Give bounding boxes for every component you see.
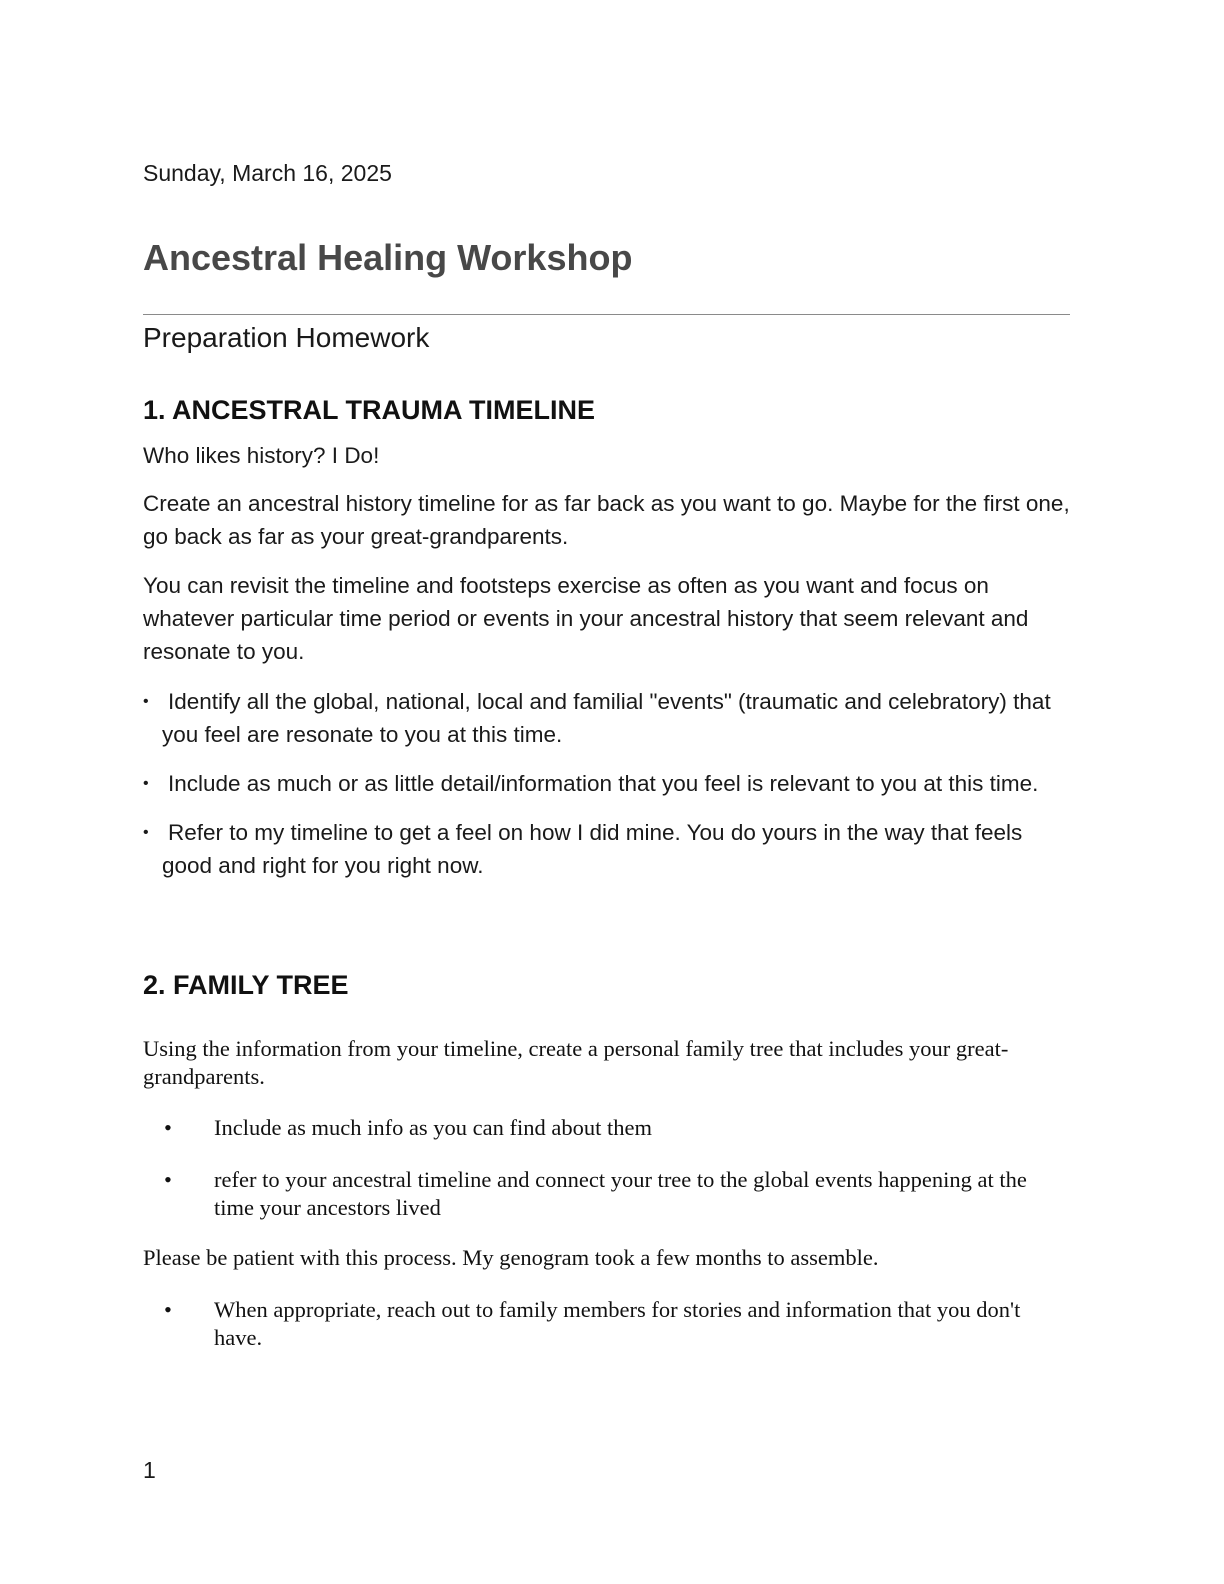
- list-item: [143, 1296, 1068, 1352]
- list-item: [143, 816, 1073, 882]
- list-item: [143, 1114, 1068, 1142]
- section1-paragraph: Create an ancestral history timeline for as far back as you want to go. Maybe for the first one, go back as far as your great-grandparents.: [143, 491, 1070, 549]
- list-item-text: Include as much info as you can find about them: [214, 1115, 653, 1140]
- section1-paragraph: You can revisit the timeline and footsteps exercise as often as you want and focus on whatever particular time period or events in your ancestral history that seem relevant and resonate to you.: [143, 573, 1029, 664]
- section2-bullet-list: [143, 1296, 1068, 1352]
- bullet-icon: •: [164, 1297, 172, 1322]
- bullet-icon: •: [143, 775, 149, 792]
- list-item-text: Refer to my timeline to get a feel on how I did mine. You do yours in the way that feels good and right for you right now.: [162, 820, 1023, 878]
- section2-heading: 2. FAMILY TREE: [143, 970, 349, 1000]
- section2-intro: Using the information from your timeline, create a personal family tree that includes your great-grandparents.: [143, 1036, 1009, 1089]
- section1-paragraph: Who likes history? I Do!: [143, 443, 380, 468]
- title-divider: [143, 314, 1070, 315]
- section2-bullet-list: [143, 1166, 1068, 1222]
- section1-heading: 1. ANCESTRAL TRAUMA TIMELINE: [143, 395, 595, 425]
- list-item-text: When appropriate, reach out to family members for stories and information that you don't have.: [214, 1297, 1021, 1350]
- document-date: Sunday, March 16, 2025: [143, 160, 392, 186]
- bullet-icon: •: [164, 1115, 172, 1140]
- document-title: Ancestral Healing Workshop: [143, 237, 633, 278]
- list-item: [143, 1166, 1068, 1222]
- list-item-text: refer to your ancestral timeline and connect your tree to the global events happening at the time your ancestors lived: [214, 1167, 1027, 1220]
- section2-patience-note: Please be patient with this process. My genogram took a few months to assemble.: [143, 1245, 879, 1270]
- document-subtitle: Preparation Homework: [143, 322, 430, 353]
- bullet-icon: •: [143, 693, 149, 710]
- bullet-icon: •: [143, 824, 149, 841]
- bullet-icon: •: [164, 1167, 172, 1192]
- section1-bullet-list: [143, 685, 1073, 898]
- list-item-text: Identify all the global, national, local and familial "events" (traumatic and celebratory) that you feel are resonate to you at this time.: [162, 689, 1051, 747]
- section2-bullet-list: [143, 1114, 1068, 1142]
- list-item: [143, 685, 1073, 751]
- list-item: [143, 767, 1073, 800]
- list-item-text: Include as much or as little detail/information that you feel is relevant to you at this time.: [168, 771, 1039, 796]
- page-number: 1: [143, 1457, 156, 1483]
